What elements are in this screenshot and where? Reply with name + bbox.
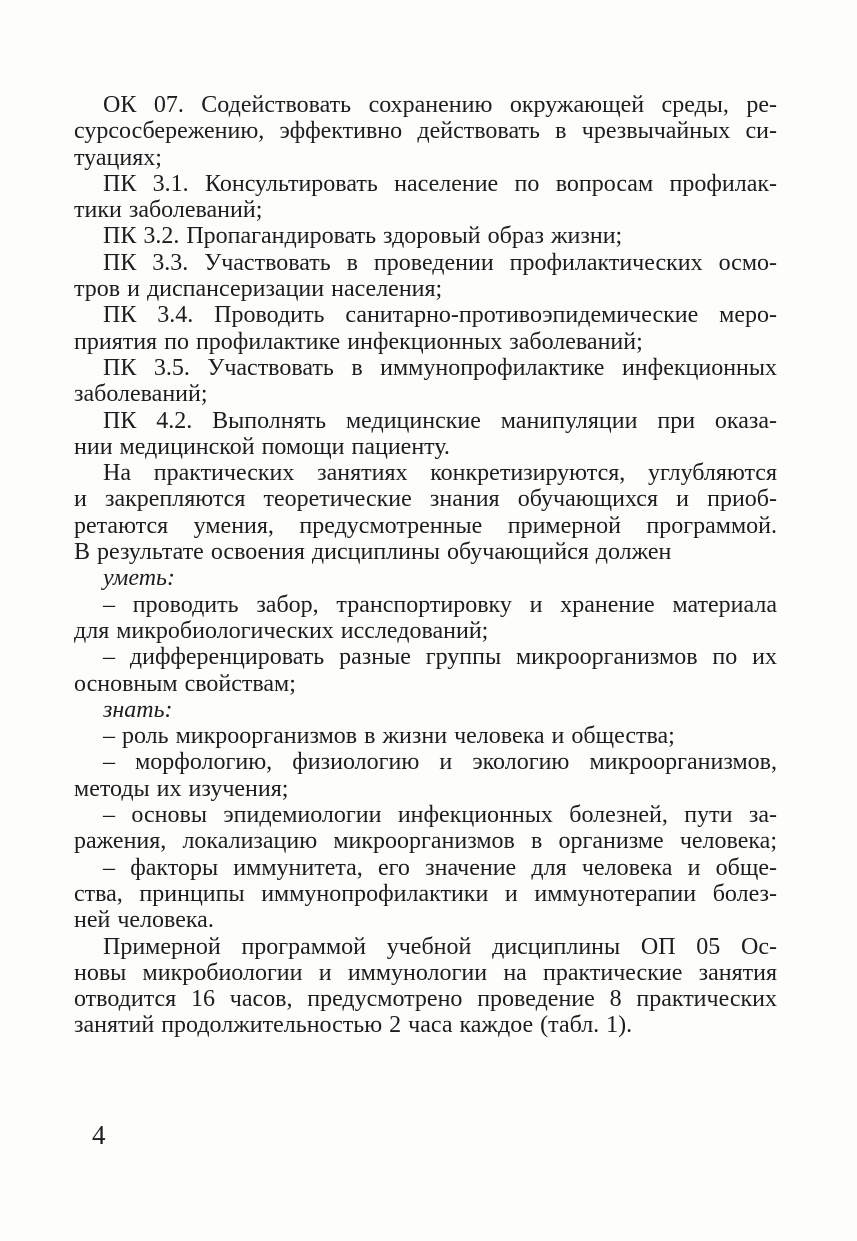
text-line: основным свойствам; — [74, 670, 296, 697]
text-line: заболеваний; — [74, 381, 208, 408]
text-line: ражения, локализацию микроорганизмов в организме человека; — [74, 828, 777, 855]
text-line: уметь: — [103, 565, 175, 592]
text-line: – морфологию, физиологию и экологию микроорганизмов, — [103, 749, 777, 776]
text-line: – проводить забор, транспортировку и хранение материала — [103, 591, 777, 618]
text-line: ретаются умения, предусмотренные примерной программой. — [74, 512, 777, 539]
text-line: ОК 07. Содействовать сохранению окружающей среды, ре- — [103, 92, 777, 118]
text-line: На практических занятиях конкретизируются, углубляются — [103, 460, 777, 487]
text-line: В результате освоения дисциплины обучающийся должен — [74, 539, 672, 566]
text-line: ства, принципы иммунопрофилактики и иммунотерапии болез- — [74, 880, 777, 907]
text-line: Примерной программой учебной дисциплины ОП 05 Ос- — [103, 933, 777, 960]
text-line: и закрепляются теоретические знания обучающихся и приоб- — [74, 486, 777, 513]
text-line: – основы эпидемиологии инфекционных болезней, пути за- — [103, 802, 777, 829]
text-line: – роль микроорганизмов в жизни человека и общества; — [103, 723, 675, 750]
text-line: приятия по профилактике инфекционных заболеваний; — [74, 328, 643, 355]
text-line: – факторы иммунитета, его значение для человека и обще- — [103, 854, 777, 881]
text-line: для микробиологических исследований; — [74, 617, 489, 644]
text-block — [74, 92, 777, 1039]
text-line: – дифференцировать разные группы микроорганизмов по их — [103, 644, 777, 671]
text-line: знать: — [103, 696, 173, 723]
text-line: методы их изучения; — [74, 775, 289, 802]
text-line: ней человека. — [74, 907, 214, 934]
text-line: ПК 3.2. Пропагандировать здоровый образ жизни; — [103, 223, 623, 250]
text-line: тров и диспансеризации населения; — [74, 276, 443, 303]
text-line: ПК 3.5. Участвовать в иммунопрофилактике инфекционных — [103, 354, 777, 381]
text-line: сурсосбережению, эффективно действовать в чрезвычайных си- — [74, 118, 777, 145]
text-line: ПК 3.3. Участвовать в проведении профилактических осмо- — [103, 249, 777, 276]
text-line: нии медицинской помощи пациенту. — [74, 433, 450, 460]
text-line: туациях; — [74, 144, 162, 171]
text-line: новы микробиологии и иммунологии на практические занятия — [74, 959, 777, 986]
page-number: 4 — [92, 1120, 106, 1150]
text-line: ПК 3.4. Проводить санитарно-противоэпидемические меро- — [103, 302, 777, 329]
text-line: занятий продолжительностью 2 часа каждое (табл. 1). — [74, 1012, 633, 1039]
text-line: отводится 16 часов, предусмотрено проведение 8 практических — [74, 986, 777, 1013]
text-line: ПК 4.2. Выполнять медицинские манипуляции при оказа- — [103, 407, 777, 434]
text-line: ПК 3.1. Консультировать население по вопросам профилак- — [103, 170, 777, 197]
text-line: тики заболеваний; — [74, 197, 263, 224]
